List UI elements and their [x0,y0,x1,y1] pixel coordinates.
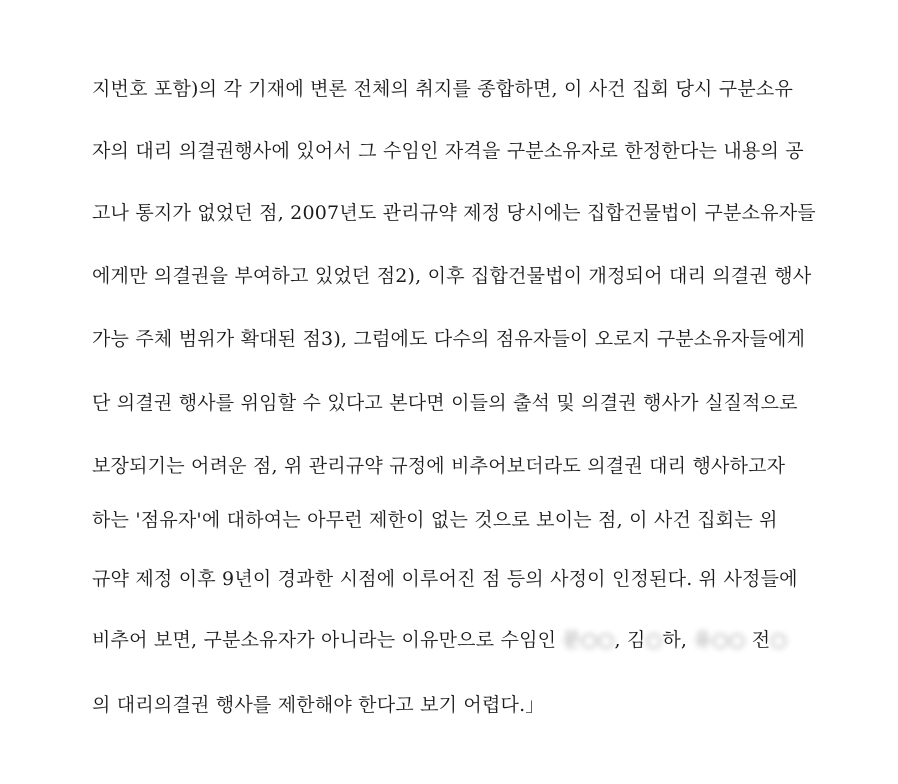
text-segment: 전 [745,629,771,651]
text-segment: , 김 [614,629,646,651]
text-line: 가능 주체 범위가 확대된 점3), 그럼에도 다수의 점유자들이 오로지 구분소유자들에게 [92,328,806,350]
text-line: 지번호 포함)의 각 기재에 변론 전체의 취지를 종합하면, 이 사건 집회 당시 구분소유 [92,78,794,100]
text-line: 하는 '점유자'에 대하여는 아무런 제한이 없는 것으로 보이는 점, 이 사건 집회는 위 [92,509,778,531]
redacted-name: ○ [645,629,663,651]
redacted-name: ○ [770,629,788,651]
text-line: 자의 대리 의결권행사에 있어서 그 수임인 자격을 구분소유자로 한정한다는 내용의 공 [92,140,804,162]
redacted-name: 유○○ [693,629,746,651]
text-line: 에게만 의결권을 부여하고 있었던 점2), 이후 집합건물법이 개정되어 대리 의결권 행사 [92,265,812,287]
redacted-name: 문○○ [562,629,615,651]
text-line: 규약 제정 이후 9년이 경과한 시점에 이루어진 점 등의 사정이 인정된다. 위 사정들에 [92,568,798,590]
text-line: 의 대리의결권 행사를 제한해야 한다고 보기 어렵다.」 [92,694,545,716]
text-line: 보장되기는 어려운 점, 위 관리규약 규정에 비추어보더라도 의결권 대리 행사하고자 [92,455,786,477]
text-segment: 하, [662,629,694,651]
text-segment: 비추어 보면, 구분소유자가 아니라는 이유만으로 수임인 [92,629,563,651]
text-line-with-redactions [92,625,787,655]
text-line: 단 의결권 행사를 위임할 수 있다고 본다면 이들의 출석 및 의결권 행사가 실질적으로 [92,392,798,414]
text-line: 고나 통지가 없었던 점, 2007년도 관리규약 제정 당시에는 집합건물법이 구분소유자들 [92,202,816,224]
